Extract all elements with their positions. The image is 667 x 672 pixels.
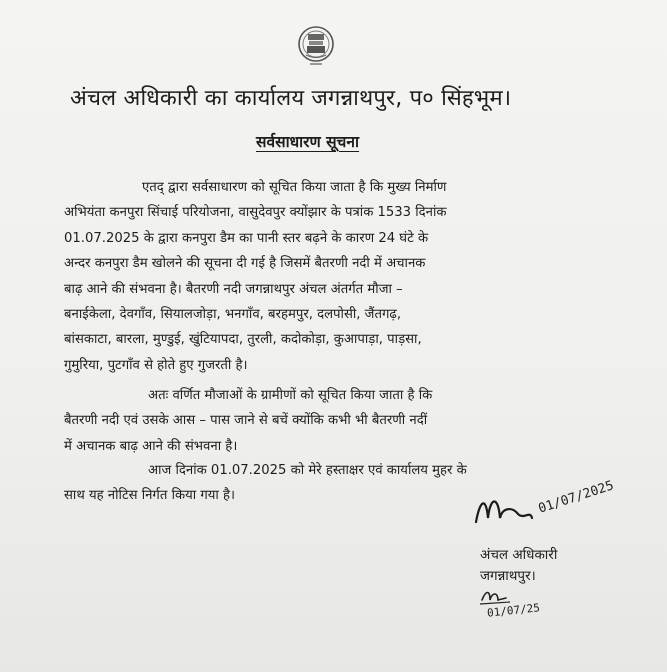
paragraph-line: साथ यह नोटिस निर्गत किया गया है। bbox=[64, 488, 236, 504]
paragraph-line: बैतरणी नदी एवं उसके आस – पास जाने से बचें क्योंकि कभी भी बैतरणी नदीं bbox=[64, 413, 428, 429]
paragraph-line: अन्दर कनपुरा डैम खोलने की सूचना दी गई है जिसमें बैतरणी नदी में अचानक bbox=[64, 256, 426, 272]
notice-subject: सर्वसाधारण सूचना bbox=[256, 133, 360, 151]
notice-paragraph-1 bbox=[64, 175, 602, 378]
initial-date: 01/07/25 bbox=[486, 601, 541, 620]
paragraph-line: में अचानक बाढ़ आने की संभवना है। bbox=[64, 438, 238, 454]
paragraph-line: बनाईकेला, देवगाँव, सियालजोड़ा, भनगाँव, बरहमपुर, दलपोसी, जैंतगढ़, bbox=[64, 307, 402, 323]
officer-designation: अंचल अधिकारी bbox=[480, 547, 558, 563]
paragraph-line: गुमुरिया, पुटगाँव से होते हुए गुजरती है। bbox=[64, 357, 248, 373]
state-emblem-icon bbox=[296, 24, 336, 68]
paragraph-line: एतद् द्वारा सर्वसाधारण को सूचित किया जाता है कि मुख्य निर्माण bbox=[142, 180, 447, 195]
paragraph-line: 01.07.2025 के द्वारा कनपुरा डैम का पानी स्तर बढ़ने के कारण 24 घंटे के bbox=[64, 230, 429, 246]
paragraph-line: अभियंता कनपुरा सिंचाई परियोजना, वासुदेवपुर क्योंझार के पत्रांक 1533 दिनांक bbox=[64, 205, 447, 221]
office-title: अंचल अधिकारी का कार्यालय जगन्नाथपुर, प० सिंहभूम। bbox=[70, 86, 512, 111]
paragraph-line: बांसकाटा, बारला, मुण्डुई, खुंटियापदा, तुरली, कदोकोड़ा, कुआपाड़ा, पाड़सा, bbox=[64, 332, 422, 348]
notice-paragraph-2 bbox=[64, 383, 602, 459]
paragraph-line: बाढ़ आने की संभवना है। बैतरणी नदी जगन्नाथपुर अंचल अंतर्गत मौजा – bbox=[64, 281, 403, 297]
paragraph-line: अतः वर्णित मौजाओं के ग्रामीणों को सूचित किया जाता है कि bbox=[148, 388, 433, 403]
signature-date: 01/07/2025 bbox=[536, 478, 616, 517]
paragraph-line: आज दिनांक 01.07.2025 को मेरे हस्ताक्षर एवं कार्यालय मुहर के bbox=[148, 463, 467, 478]
office-place: जगन्नाथपुर। bbox=[480, 568, 536, 584]
